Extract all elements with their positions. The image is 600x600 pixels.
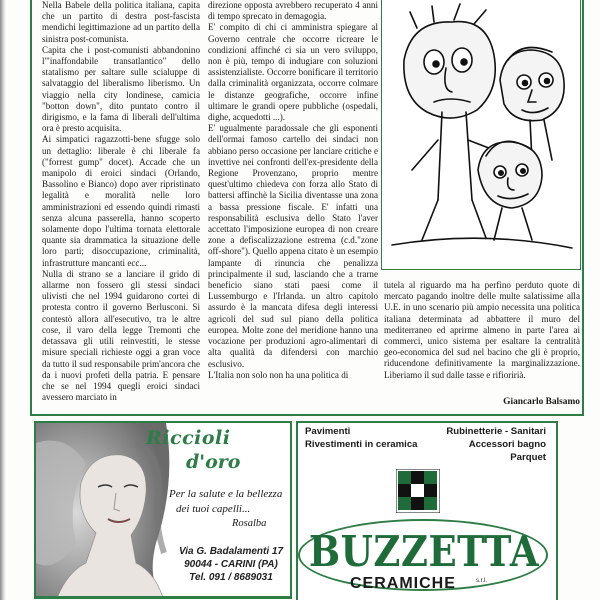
ad-service: Rubinetterie - Sanitari: [446, 426, 546, 437]
cartoon-illustration: [381, 0, 581, 270]
article-column-right: [384, 280, 580, 400]
ad-service: Rivestimenti in ceramica: [305, 439, 418, 450]
ad-address-city: 90044 - CARINI (PA): [184, 559, 278, 570]
ad-service: Accessori bagno: [468, 439, 546, 450]
next-ad-edge: [34, 596, 292, 600]
brand-subtitle: CERAMICHE: [350, 575, 456, 592]
article-paragraph: tutela al riguardo ma ha perfino perduto quote di mercato pagando inoltre delle multe salatissime alla U.E. in uno scenario più ampio necessita una politica italiana determinata ad abbattere il muro del mediterraneo ed aprirme almeno in parte l'area ai commerci, unico sistema per esaltare la centralità geo-economica del sud nel bacino che gli è proprio, riducendone definitivamente la marginalizzazione. Liberiamo il sud dalle tasse e rifioririà.: [384, 280, 580, 380]
ad-signature: Rosalba: [232, 518, 267, 529]
ad-phone: Tel. 091 / 8689031: [189, 572, 273, 583]
ad-subtitle: d'oro: [186, 451, 241, 473]
article-paragraph: direzione opposta avrebbero recuperato 4 anni di tempo sprecato in demagogia.: [208, 0, 378, 22]
ad-service: Pavimenti: [305, 426, 351, 437]
article-paragraph: E' ugualmente paradossale che gli esponenti dell'ormai famoso cartello dei sindaci non abbiano perso occasione per lanciare critiche e invettive nei confronti dell'ex-presidente della Regione Provenzano, proprio mentre quest'ultimo chiedeva con forza allo Stato di battersi affinchè la Sicilia diventasse una zona a bassa pressione fiscale. E' infatti una responsabilità esclusiva dello Stato l'aver accettato l'imposizione europea di non creare zone a defiscalizzazione estrema (c.d."zone off-shore"). Quello appena citato è un esempio lampante di rinuncia che penalizza principalmente il sud, lasciando che a trarne beneficio siano stati paesi come il Lussemburgo e l'Irlanda. un altro capitolo assurdo è la mancata difesa degli interessi agricoli del sud sul piano della politica europea. Molte zone del meridione hanno una vocazione per produzioni agro-alimentari di alta qualità da difendersi con marchio esclusivo.: [208, 123, 378, 369]
ad-tagline: Per la salute e la bellezza: [169, 488, 283, 500]
brand-name: BUZZETTA: [308, 525, 540, 577]
checker-logo-icon: [396, 469, 440, 513]
ad-address-street: Via G. Badalamenti 17: [178, 546, 284, 557]
article-column-middle: [208, 0, 378, 416]
article-paragraph: Ai simpatici ragazzotti-bene sfugge solo un dettaglio: liberale è chi liberale fa ("forrest gump" docet). Accade che un manipolo di eroici sindaci (Orlando, Bassolino e Bianco) dopo aver ripristinato legalità e moralità nelle loro amministrazioni ed essendo quindi rimasti senza alcuna passerella, hanno scoperto solamente dopo l'ultima tornata elettorale quante sia drammatica la situazione delle loro parti; disoccupazione, criminalità, infrastrutture mancanti ecc...: [42, 134, 200, 268]
brand-legal-suffix: s.r.l.: [476, 578, 488, 584]
page-edge-shadow: [0, 0, 6, 600]
ad-service: Parquet: [510, 452, 546, 463]
article-paragraph: Nella Babele della politica italiana, capita che un partito di destra post-fascista mendichi legittimazione ad un partito della sinistra post-comunista.: [42, 0, 200, 44]
article-paragraph: L'Italia non solo non ha una politica di: [208, 369, 349, 380]
article-paragraph: E' compito di chi ci amministra spiegare al Governo centrale che occorre ricreare le condizioni affinché ci sia un vero sviluppo, non è più, tempo di indugiare con soluzioni assistenzialiste. Occorre bonificare il territorio dalla criminalità organizzata, occorre colmare le distanze geografiche, occorre infine ultimare le grandi opere pubbliche (ospedali, dighe, acquedotti ...).: [208, 22, 378, 123]
article-byline: Giancarlo Balsamo: [503, 397, 580, 407]
ad-title: Riccioli: [146, 427, 231, 449]
cartoon-caricature: [382, 0, 579, 268]
ad-buzzetta-ceramiche[interactable]: [296, 421, 558, 600]
article-column-left: [42, 0, 200, 416]
ad-tagline: dei tuoi capelli...: [176, 503, 251, 515]
article-paragraph: Capita che i post-comunisti abbandonino l'"inaffondabile transatlantico" dello statalismo per saltare sulle scialuppe di salvataggio del liberalismo liberismo. Un viaggio nella city londinese, camicia "botton down", dito puntato contro il dirigismo, e la fama di liberali dell'ultima ora è presto acquisita.: [42, 44, 200, 134]
article-paragraph: Nulla di strano se a lanciare il grido di allarme non fossero gli stessi sindaci ulivisti che nel 1994 guidarono cortei di protesta contro il governo Berlusconi. Si contestò allora all'esecutivo, tra le altre cose, il varo della legge Tremonti che detassava gli utili reinvestiti, le stesse misure speciali richieste oggi a gran voce da tutto il sud responsabile prim'ancora che da i nuovi profeti della patria. E pensare che se nel 1994 quegli eroici sindaci avessero marciato in: [42, 268, 200, 403]
ad-riccioli-doro[interactable]: [34, 421, 292, 599]
